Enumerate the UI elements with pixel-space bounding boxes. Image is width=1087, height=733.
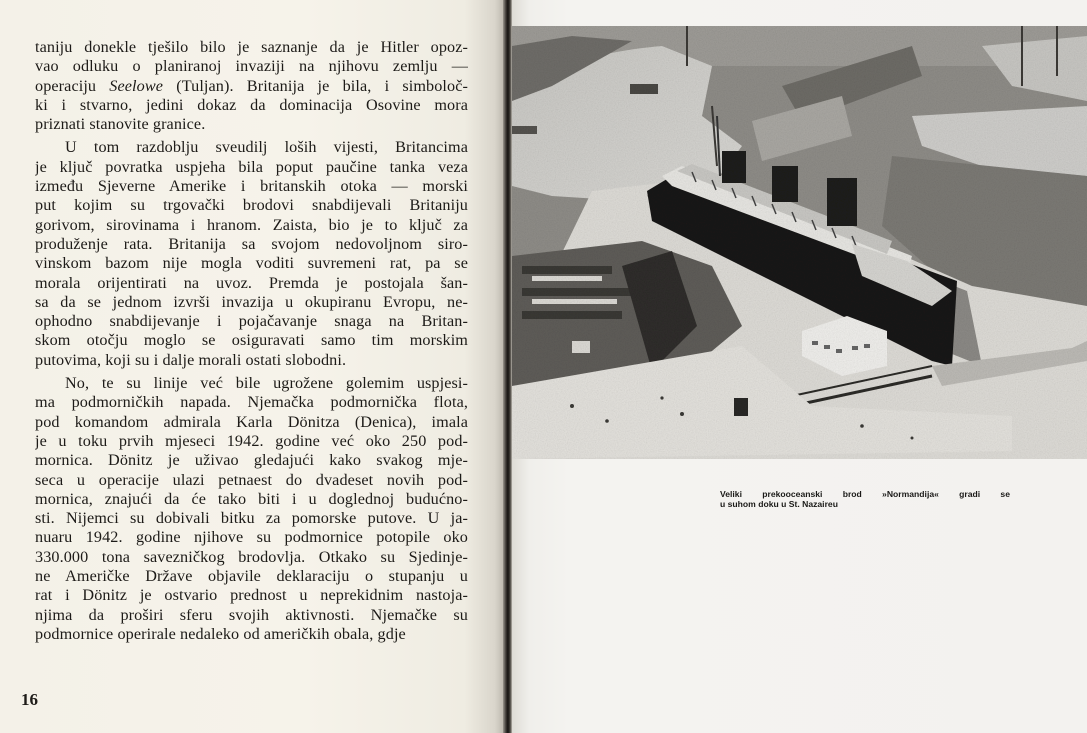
caption-line-2: u suhom doku u St. Nazaireu — [720, 499, 838, 509]
text-line: rat i Dönitz je ostvario prednost u neprekidnim nastoja- — [35, 586, 468, 605]
text-line: ki i stvarno, jedini dokaz da dominacija Osovine mora — [35, 95, 468, 114]
text-line: njima da proširi sferu svojih aktivnosti. Njemačke su — [35, 605, 468, 624]
paragraph — [35, 374, 468, 644]
text-line: priznati stanovite granice. — [35, 115, 206, 134]
text-line: sa da se jednom izvrši invazija u okupiranu Evropu, ne- — [35, 292, 468, 311]
text-line: mornica, znajući da će tako biti i u doglednoj budućno- — [35, 489, 468, 508]
paragraph — [35, 138, 468, 370]
text-line: putovima, koji su i dalje morali ostati slobodni. — [35, 350, 347, 369]
text-line: vinskom bazom nije mogla voditi suvremeni rat, pa se — [35, 254, 468, 273]
text-line: seca u operacije ulazi petnaest do dvadeset novih pod- — [35, 470, 468, 489]
text-line: ophodno snabdijevanje i pojačavanje snaga na Britan- — [35, 312, 468, 331]
text-line: 330.000 tona savezničkog brodovlja. Otkako su Sjedinje- — [35, 547, 468, 566]
text-line: vao odluku o planiranoj invaziji na njihovu zemlju — — [35, 57, 468, 76]
paragraph — [35, 38, 468, 134]
photo-illustration — [512, 26, 1087, 459]
text-line: između Sjeverne Amerike i britanskih otoka — morski — [35, 177, 468, 196]
page-number: 16 — [21, 690, 38, 709]
body-text — [35, 38, 468, 644]
photo-caption — [720, 489, 1010, 509]
text-line: No, te su linije već bile ugrožene golemim uspjesi- — [65, 374, 468, 393]
text-line: operaciju Seelowe (Tuljan). Britanija je bila, i simboloč- — [35, 76, 468, 95]
text-line: podmornice operirale nedaleko od američkih obala, gdje — [35, 624, 406, 643]
text-line: skom otočju moglo se osiguravati samo tim morskim — [35, 331, 468, 350]
book-spine — [503, 0, 512, 733]
text-line: morala orijentirati na uvoz. Premda je postojala šan- — [35, 273, 468, 292]
text-line: pod komandom admirala Karla Dönitza (Denica), imala — [35, 412, 468, 431]
text-line: mornica. Dönitz je uživao gledajući kako svakog mje- — [35, 451, 468, 470]
text-line: ne Američke Države objavile deklaraciju o stupanju u — [35, 567, 468, 586]
text-line: gorivom, sirovinama i hranom. Zaista, bio je to ključ za — [35, 215, 468, 234]
text-line: put kojim su trgovački brodovi snabdijevali Britaniju — [35, 196, 468, 215]
caption-line-1: Veliki prekooceanski brod »Normandija« gradi se — [720, 489, 1010, 499]
text-line: je ključ povratka uspjeha bila poput paučine tanka veza — [35, 157, 468, 176]
photo-normandie-dry-dock — [512, 26, 1087, 459]
text-line: je u toku prvih mjeseci 1942. godine već oko 250 pod- — [35, 431, 468, 450]
text-line: U tom razdoblju sveudilj loših vijesti, Britancima — [65, 138, 468, 157]
text-line: sti. Nijemci su dobivali bitku za pomorske putove. U ja- — [35, 509, 468, 528]
text-line: ma podmorničkih napada. Njemačka podmornička flota, — [35, 393, 468, 412]
text-line: produženje rata. Britanija sa svojom nedovoljnom siro- — [35, 234, 468, 253]
text-line: nuaru 1942. godine njihove su podmornice potopile oko — [35, 528, 468, 547]
text-line: taniju donekle tješilo bilo je saznanje da je Hitler opoz- — [35, 38, 468, 56]
left-page — [0, 0, 505, 733]
